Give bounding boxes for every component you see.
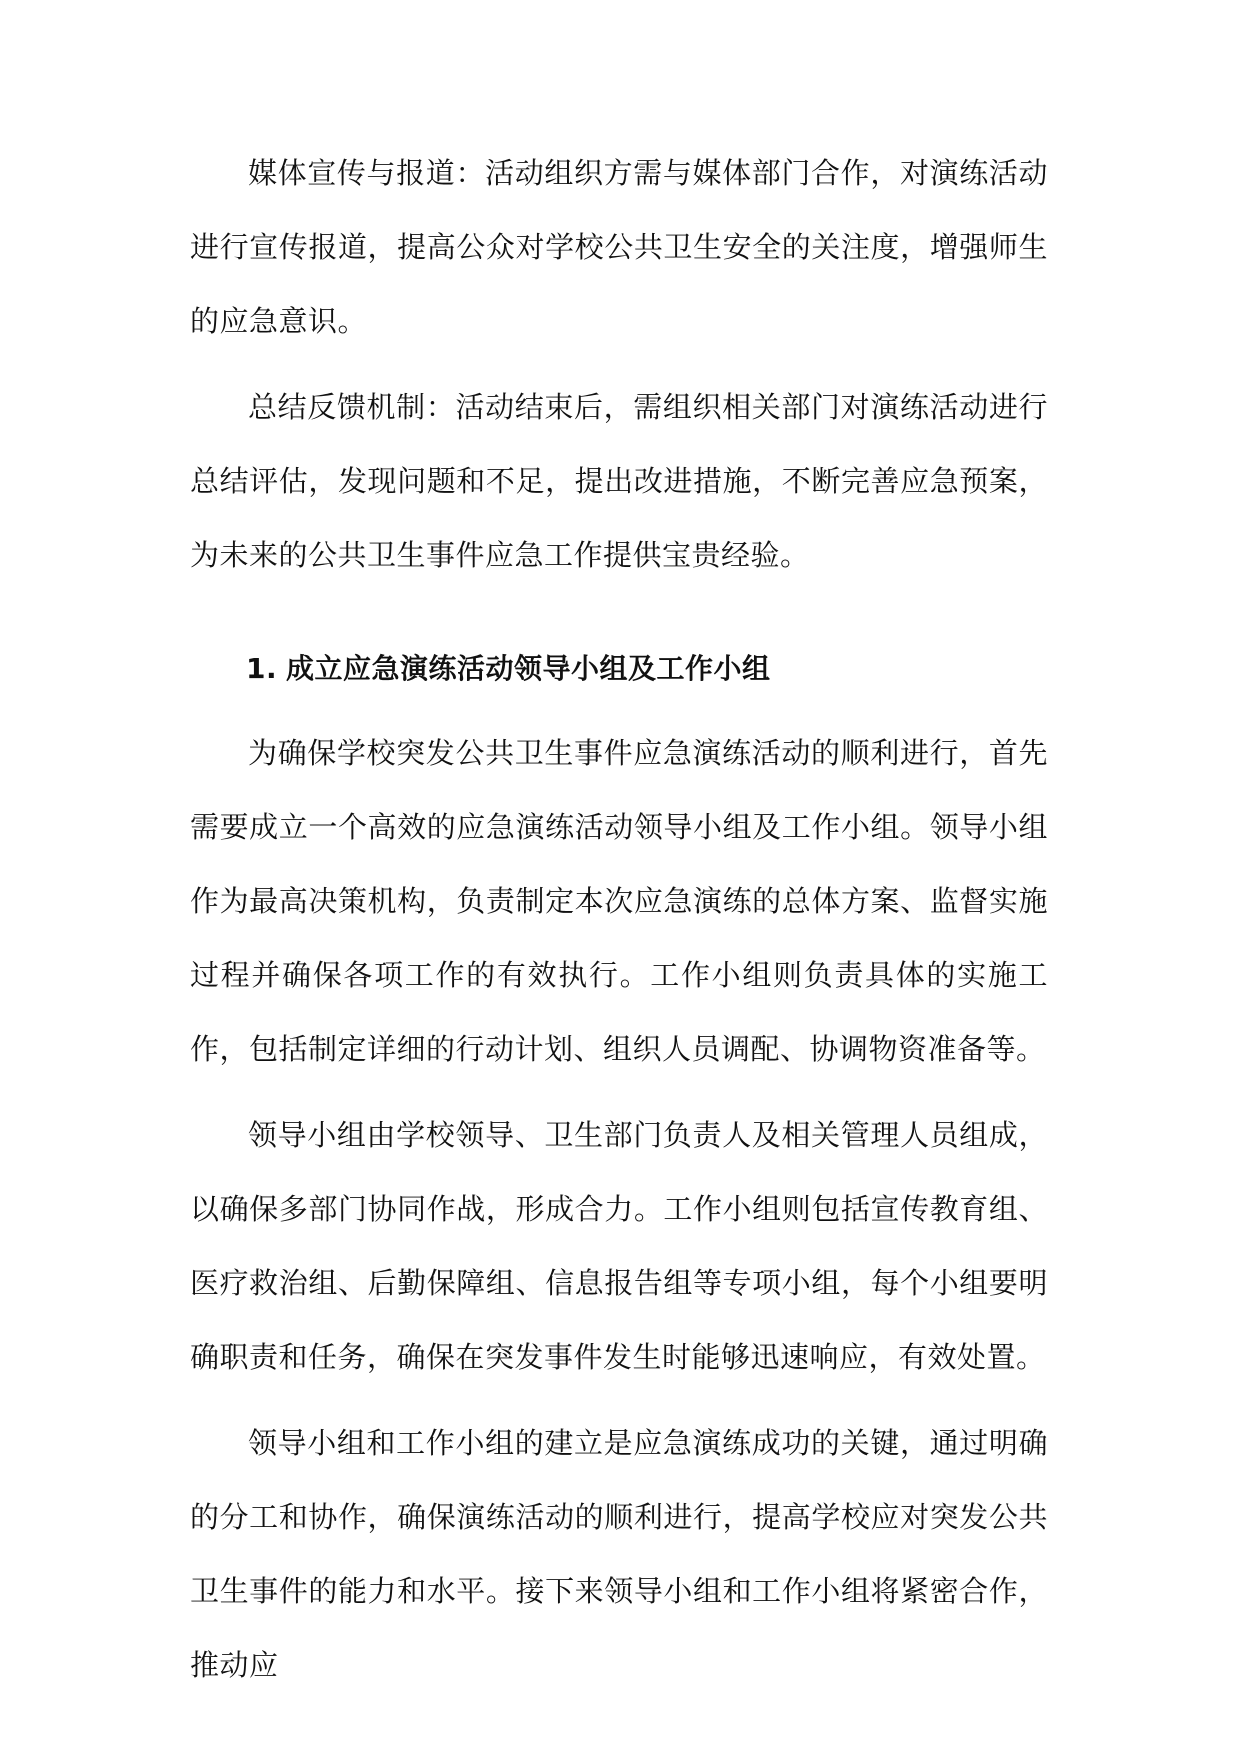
paragraph-group-importance: 领导小组和工作小组的建立是应急演练成功的关键，通过明确的分工和协作，确保演练活动的顺利进行，提高学校应对突发公共卫生事件的能力和水平。接下来领导小组和工作小组将紧密合作，推动应 (190, 1426, 1048, 1682)
document-body (190, 136, 1048, 1714)
paragraph-group-composition: 领导小组由学校领导、卫生部门负责人及相关管理人员组成，以确保多部门协同作战，形成合力。工作小组则包括宣传教育组、医疗救治组、后勤保障组、信息报告组等专项小组，每个小组要明确职责和任务，确保在突发事件发生时能够迅速响应，有效处置。 (190, 1118, 1048, 1374)
paragraph-media-publicity: 媒体宣传与报道：活动组织方需与媒体部门合作，对演练活动进行宣传报道，提高公众对学校公共卫生安全的关注度，增强师生的应急意识。 (190, 156, 1048, 338)
paragraph-summary-feedback: 总结反馈机制：活动结束后，需组织相关部门对演练活动进行总结评估，发现问题和不足，提出改进措施，不断完善应急预案，为未来的公共卫生事件应急工作提供宝贵经验。 (190, 390, 1048, 572)
section-heading (190, 632, 1048, 706)
paragraph-establish-groups: 为确保学校突发公共卫生事件应急演练活动的顺利进行，首先需要成立一个高效的应急演练活动领导小组及工作小组。领导小组作为最高决策机构，负责制定本次应急演练的总体方案、监督实施过程并确保各项工作的有效执行。工作小组则负责具体的实施工作，包括制定详细的行动计划、组织人员调配、协调物资准备等。 (190, 736, 1048, 1066)
section-title: 成立应急演练活动领导小组及工作小组 (286, 652, 771, 685)
section-number: 1. (246, 652, 278, 685)
